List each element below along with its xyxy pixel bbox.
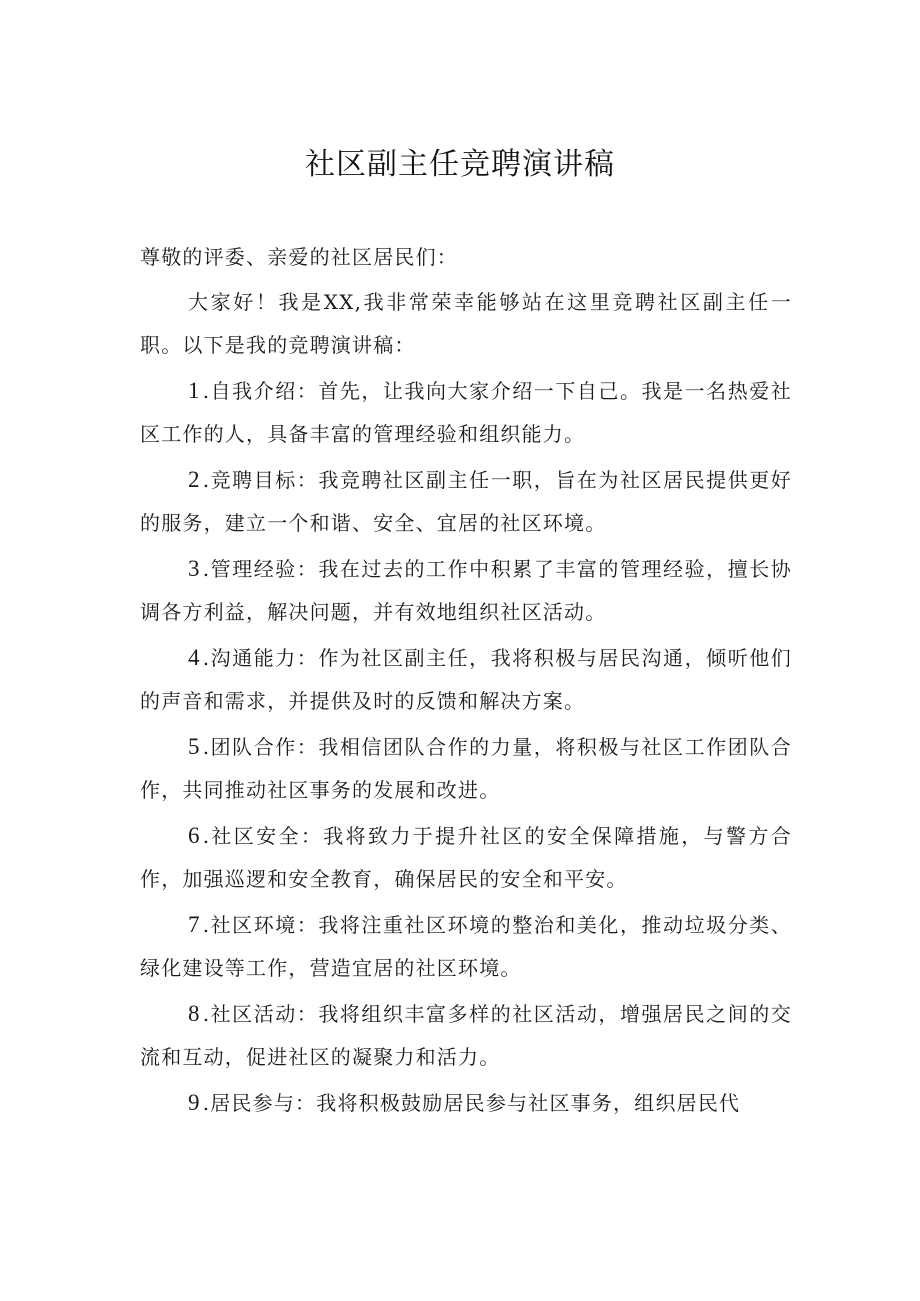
list-item bbox=[140, 369, 792, 456]
intro-paragraph: 大家好！我是XX,我非常荣幸能够站在这里竞聘社区副主任一职。以下是我的竞聘演讲稿： bbox=[140, 290, 792, 357]
list-item bbox=[140, 725, 792, 812]
list-item bbox=[140, 547, 792, 634]
item-number: 9 bbox=[188, 1090, 201, 1115]
item-text: .竞聘目标：我竞聘社区副主任一职，旨在为社区居民提供更好的服务，建立一个和谐、安全、宜居的社区环境。 bbox=[140, 468, 792, 535]
item-text: .管理经验：我在过去的工作中积累了丰富的管理经验，擅长协调各方利益，解决问题，并有效地组织社区活动。 bbox=[140, 557, 792, 624]
item-text: .团队合作：我相信团队合作的力量，将积极与社区工作团队合作，共同推动社区事务的发展和改进。 bbox=[140, 735, 792, 802]
item-text: .社区安全：我将致力于提升社区的安全保障措施，与警方合作，加强巡逻和安全教育，确保居民的安全和平安。 bbox=[140, 824, 792, 891]
item-text: .社区环境：我将注重社区环境的整治和美化，推动垃圾分类、绿化建设等工作，营造宜居的社区环境。 bbox=[140, 913, 792, 980]
item-text: .沟通能力：作为社区副主任，我将积极与居民沟通，倾听他们的声音和需求，并提供及时的反馈和解决方案。 bbox=[140, 646, 792, 713]
item-number: 7 bbox=[188, 912, 201, 937]
item-number: 1 bbox=[188, 378, 201, 403]
item-number: 6 bbox=[188, 823, 201, 848]
item-text: .居民参与：我将积极鼓励居民参与社区事务，组织居民代 bbox=[202, 1091, 741, 1115]
list-item bbox=[140, 1081, 792, 1125]
list-item bbox=[140, 814, 792, 901]
item-text: .社区活动：我将组织丰富多样的社区活动，增强居民之间的交流和互动，促进社区的凝聚力和活力。 bbox=[140, 1002, 792, 1069]
item-number: 2 bbox=[188, 467, 201, 492]
list-item bbox=[140, 458, 792, 545]
item-text: .自我介绍：首先，让我向大家介绍一下自己。我是一名热爱社区工作的人，具备丰富的管理经验和组织能力。 bbox=[140, 379, 792, 446]
salutation: 尊敬的评委、亲爱的社区居民们： bbox=[140, 245, 458, 269]
list-item bbox=[140, 992, 792, 1079]
document-body bbox=[140, 236, 792, 1127]
item-number: 5 bbox=[188, 734, 201, 759]
list-item bbox=[140, 636, 792, 723]
item-number: 4 bbox=[188, 645, 201, 670]
item-number: 8 bbox=[188, 1001, 201, 1026]
list-item bbox=[140, 903, 792, 990]
page-title: 社区副主任竞聘演讲稿 bbox=[305, 147, 615, 182]
item-number: 3 bbox=[188, 556, 201, 581]
